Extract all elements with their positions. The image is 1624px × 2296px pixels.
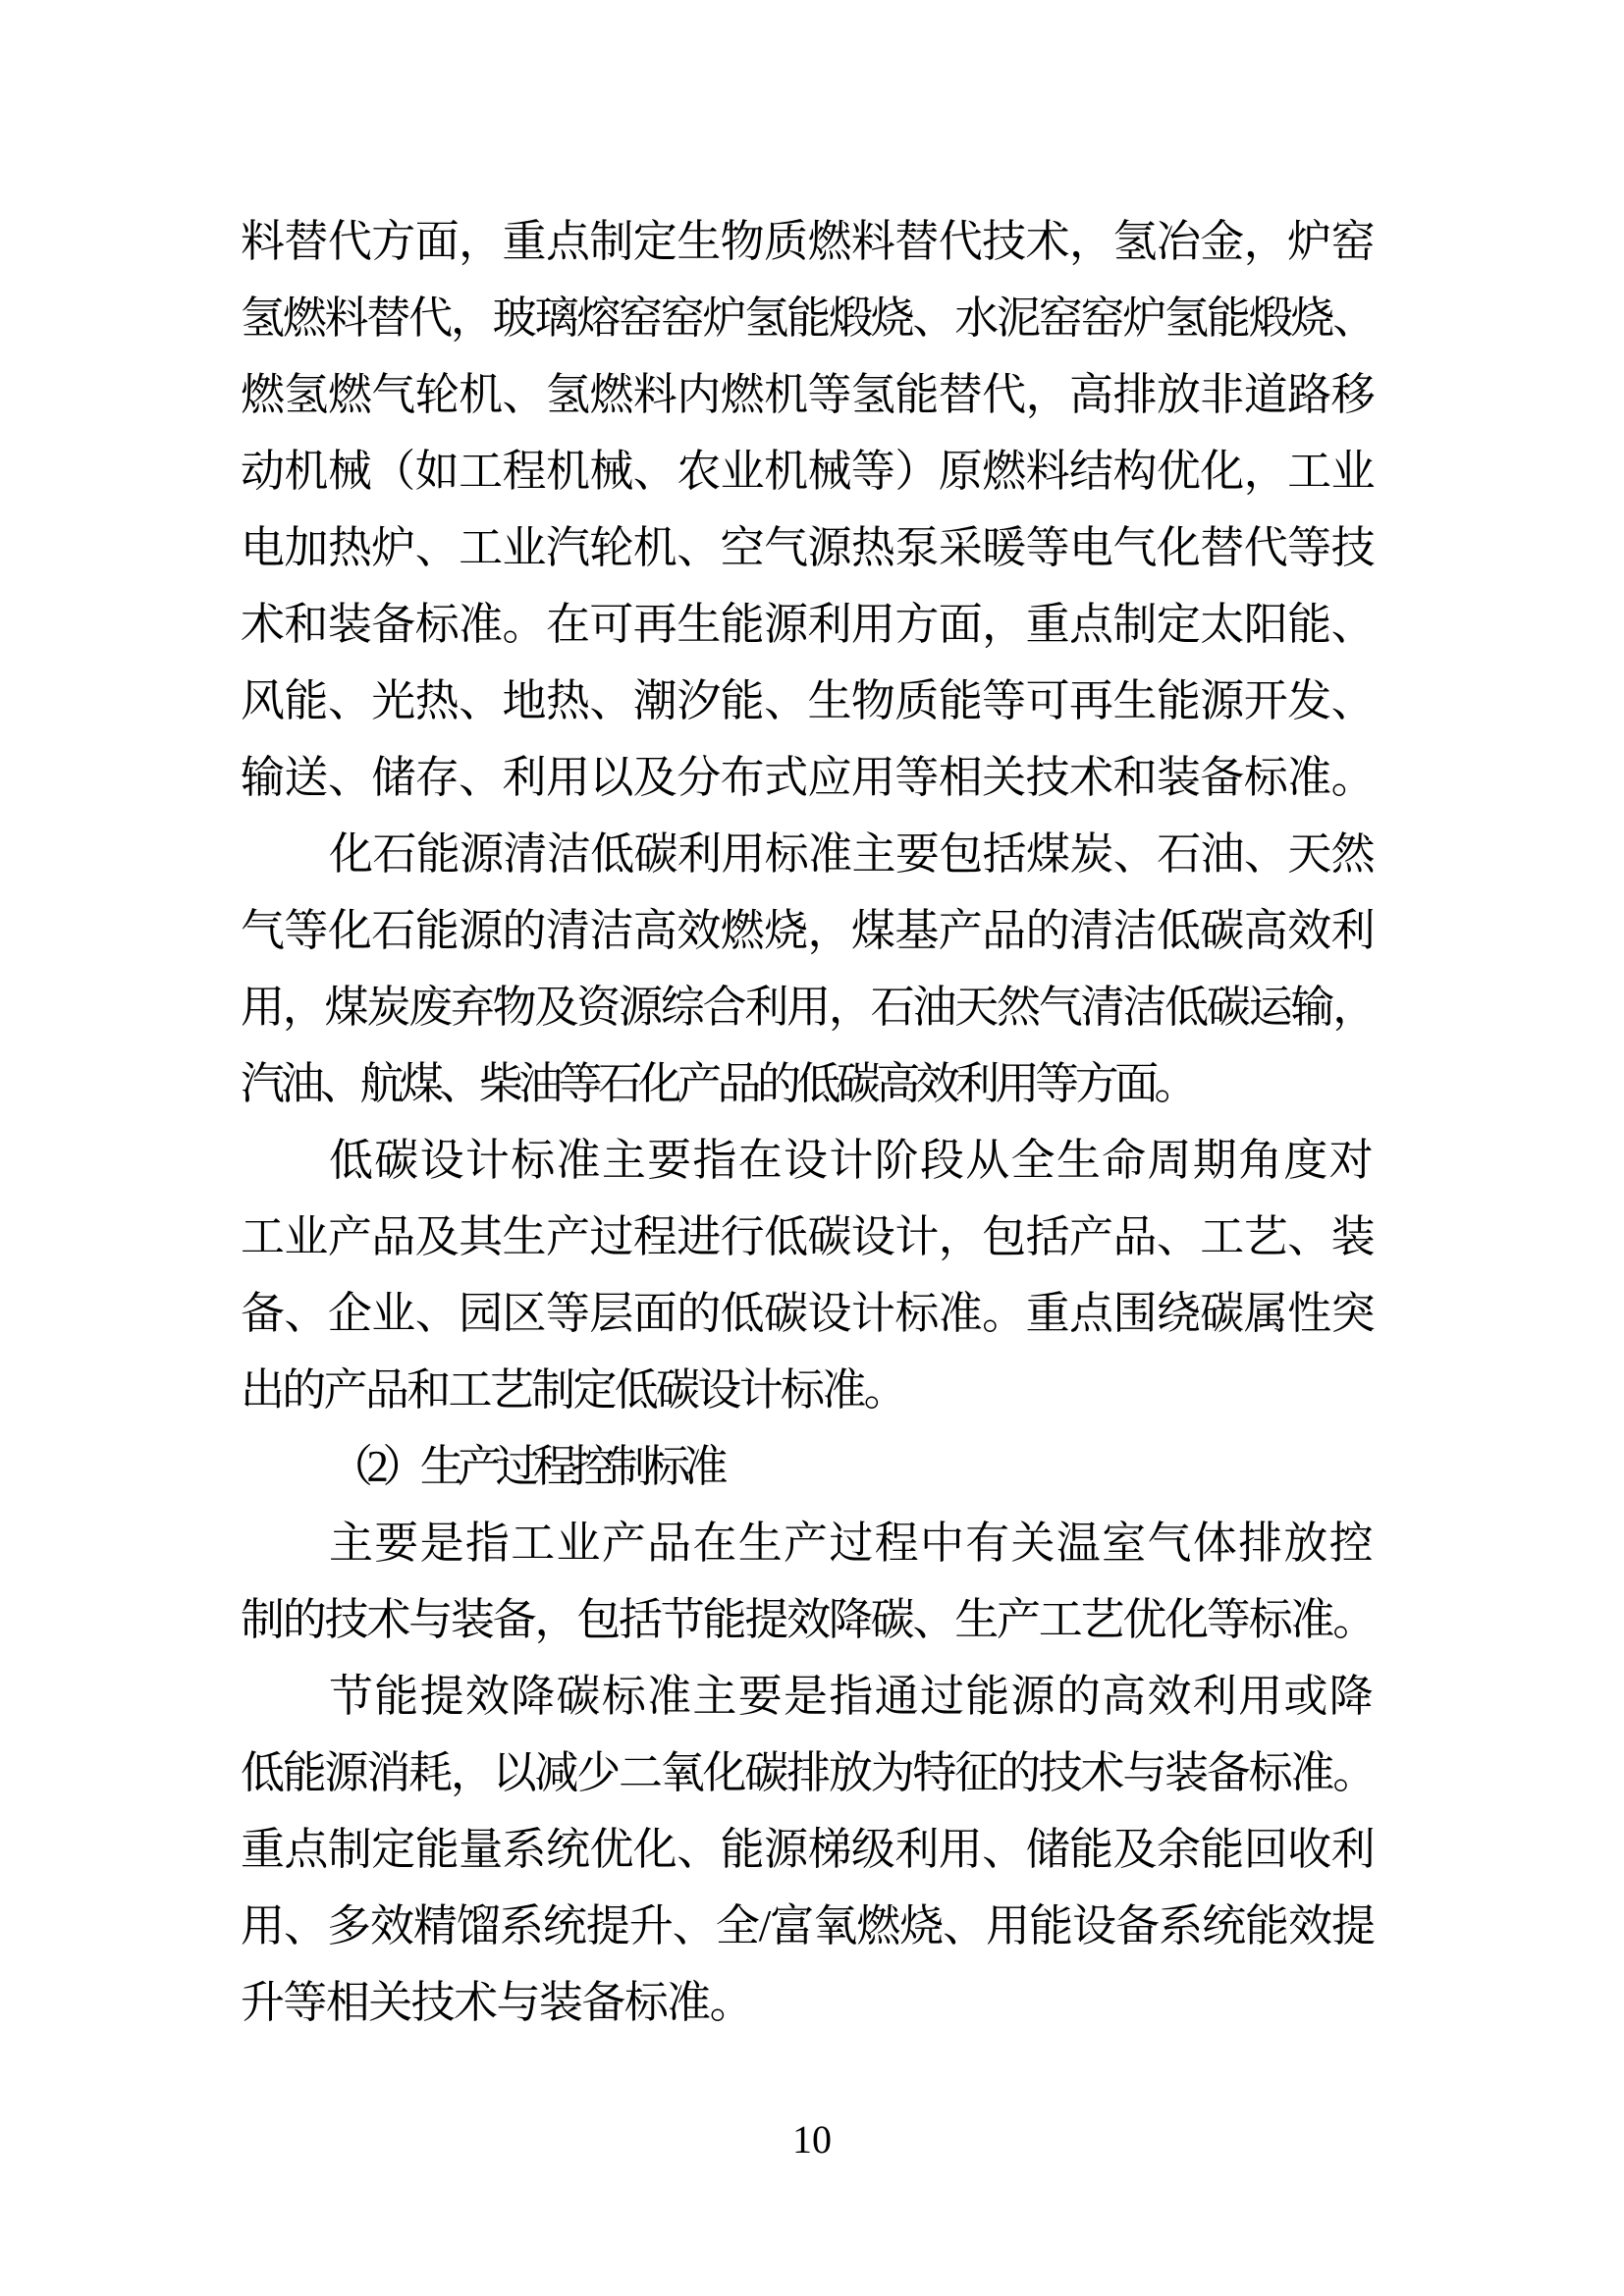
text-line bbox=[241, 1505, 1375, 1581]
text-line-content: 用，煤炭废弃物及资源综合利用，石油天然气清洁低碳运输， bbox=[241, 983, 1375, 1032]
text-line bbox=[241, 892, 1375, 969]
text-block bbox=[241, 203, 1375, 2041]
text-line-content: 电加热炉、工业汽轮机、空气源热泵采暖等电气化替代等技 bbox=[241, 523, 1375, 572]
paragraph bbox=[241, 816, 1375, 1122]
text-line bbox=[241, 1199, 1375, 1275]
text-line-content: 升等相关技术与装备标准。 bbox=[241, 1978, 752, 2027]
text-line-content: 低碳设计标准主要指在设计阶段从全生命周期角度对 bbox=[329, 1136, 1375, 1185]
paragraph bbox=[241, 1505, 1375, 1658]
text-line-content: 主要是指工业产品在生产过程中有关温室气体排放控 bbox=[329, 1519, 1375, 1568]
text-line bbox=[241, 1811, 1375, 1888]
text-line-content: 工业产品及其生产过程进行低碳设计，包括产品、工艺、装 bbox=[241, 1212, 1375, 1261]
text-line-content: 节能提效降碳标准主要是指通过能源的高效利用或降 bbox=[329, 1672, 1375, 1721]
text-line-content: 出的产品和工艺制定低碳设计标准。 bbox=[241, 1365, 905, 1415]
text-line bbox=[241, 1428, 1375, 1505]
text-line bbox=[241, 1122, 1375, 1199]
text-line bbox=[241, 663, 1375, 739]
page-number: 10 bbox=[792, 2117, 832, 2162]
text-line-content: 料替代方面，重点制定生物质燃料替代技术，氢冶金，炉窑 bbox=[241, 217, 1375, 266]
paragraph bbox=[241, 203, 1375, 816]
paragraph bbox=[241, 1122, 1375, 1428]
text-line-content: 气等化石能源的清洁高效燃烧，煤基产品的清洁低碳高效利 bbox=[241, 906, 1375, 955]
text-line bbox=[241, 433, 1375, 509]
text-line-content: 化石能源清洁低碳利用标准主要包括煤炭、石油、天然 bbox=[329, 829, 1375, 879]
text-line bbox=[241, 816, 1375, 892]
text-line bbox=[241, 1352, 1375, 1428]
text-line-content: 术和装备标准。在可再生能源利用方面，重点制定太阳能、 bbox=[241, 600, 1375, 649]
text-line-content: 燃氢燃气轮机、氢燃料内燃机等氢能替代，高排放非道路移 bbox=[241, 370, 1375, 419]
text-line bbox=[241, 1581, 1375, 1658]
text-line-content: 输送、储存、利用以及分布式应用等相关技术和装备标准。 bbox=[241, 753, 1375, 802]
text-line-content: （2）生产过程控制标准 bbox=[329, 1442, 722, 1491]
text-line bbox=[241, 1658, 1375, 1735]
text-line bbox=[241, 586, 1375, 663]
text-line-content: 风能、光热、地热、潮汐能、生物质能等可再生能源开发、 bbox=[241, 676, 1375, 725]
text-line bbox=[241, 969, 1375, 1045]
text-line bbox=[241, 1964, 1375, 2041]
text-line bbox=[241, 203, 1375, 280]
text-line-content: 动机械（如工程机械、农业机械等）原燃料结构优化，工业 bbox=[241, 447, 1375, 496]
text-line bbox=[241, 1045, 1375, 1122]
text-line-content: 汽油、航煤、柴油等石化产品的低碳高效利用等方面。 bbox=[241, 1059, 1194, 1108]
text-line bbox=[241, 1275, 1375, 1352]
text-line bbox=[241, 280, 1375, 356]
text-line-content: 用、多效精馏系统提升、全/富氧燃烧、用能设备系统能效提 bbox=[241, 1901, 1375, 1950]
text-line bbox=[241, 509, 1375, 586]
text-line bbox=[241, 739, 1375, 816]
text-line-content: 制的技术与装备，包括节能提效降碳、生产工艺优化等标准。 bbox=[241, 1595, 1375, 1644]
paragraph bbox=[241, 1428, 1375, 1505]
text-line bbox=[241, 1888, 1375, 1964]
text-line-content: 重点制定能量系统优化、能源梯级利用、储能及余能回收利 bbox=[241, 1825, 1375, 1874]
paragraph bbox=[241, 1658, 1375, 2041]
text-line-content: 低能源消耗，以减少二氧化碳排放为特征的技术与装备标准。 bbox=[241, 1748, 1375, 1797]
text-line bbox=[241, 356, 1375, 433]
text-line-content: 备、企业、园区等层面的低碳设计标准。重点围绕碳属性突 bbox=[241, 1289, 1375, 1338]
text-line-content: 氢燃料替代，玻璃熔窑窑炉氢能煅烧、水泥窑窑炉氢能煅烧、 bbox=[241, 294, 1375, 343]
text-line bbox=[241, 1735, 1375, 1811]
